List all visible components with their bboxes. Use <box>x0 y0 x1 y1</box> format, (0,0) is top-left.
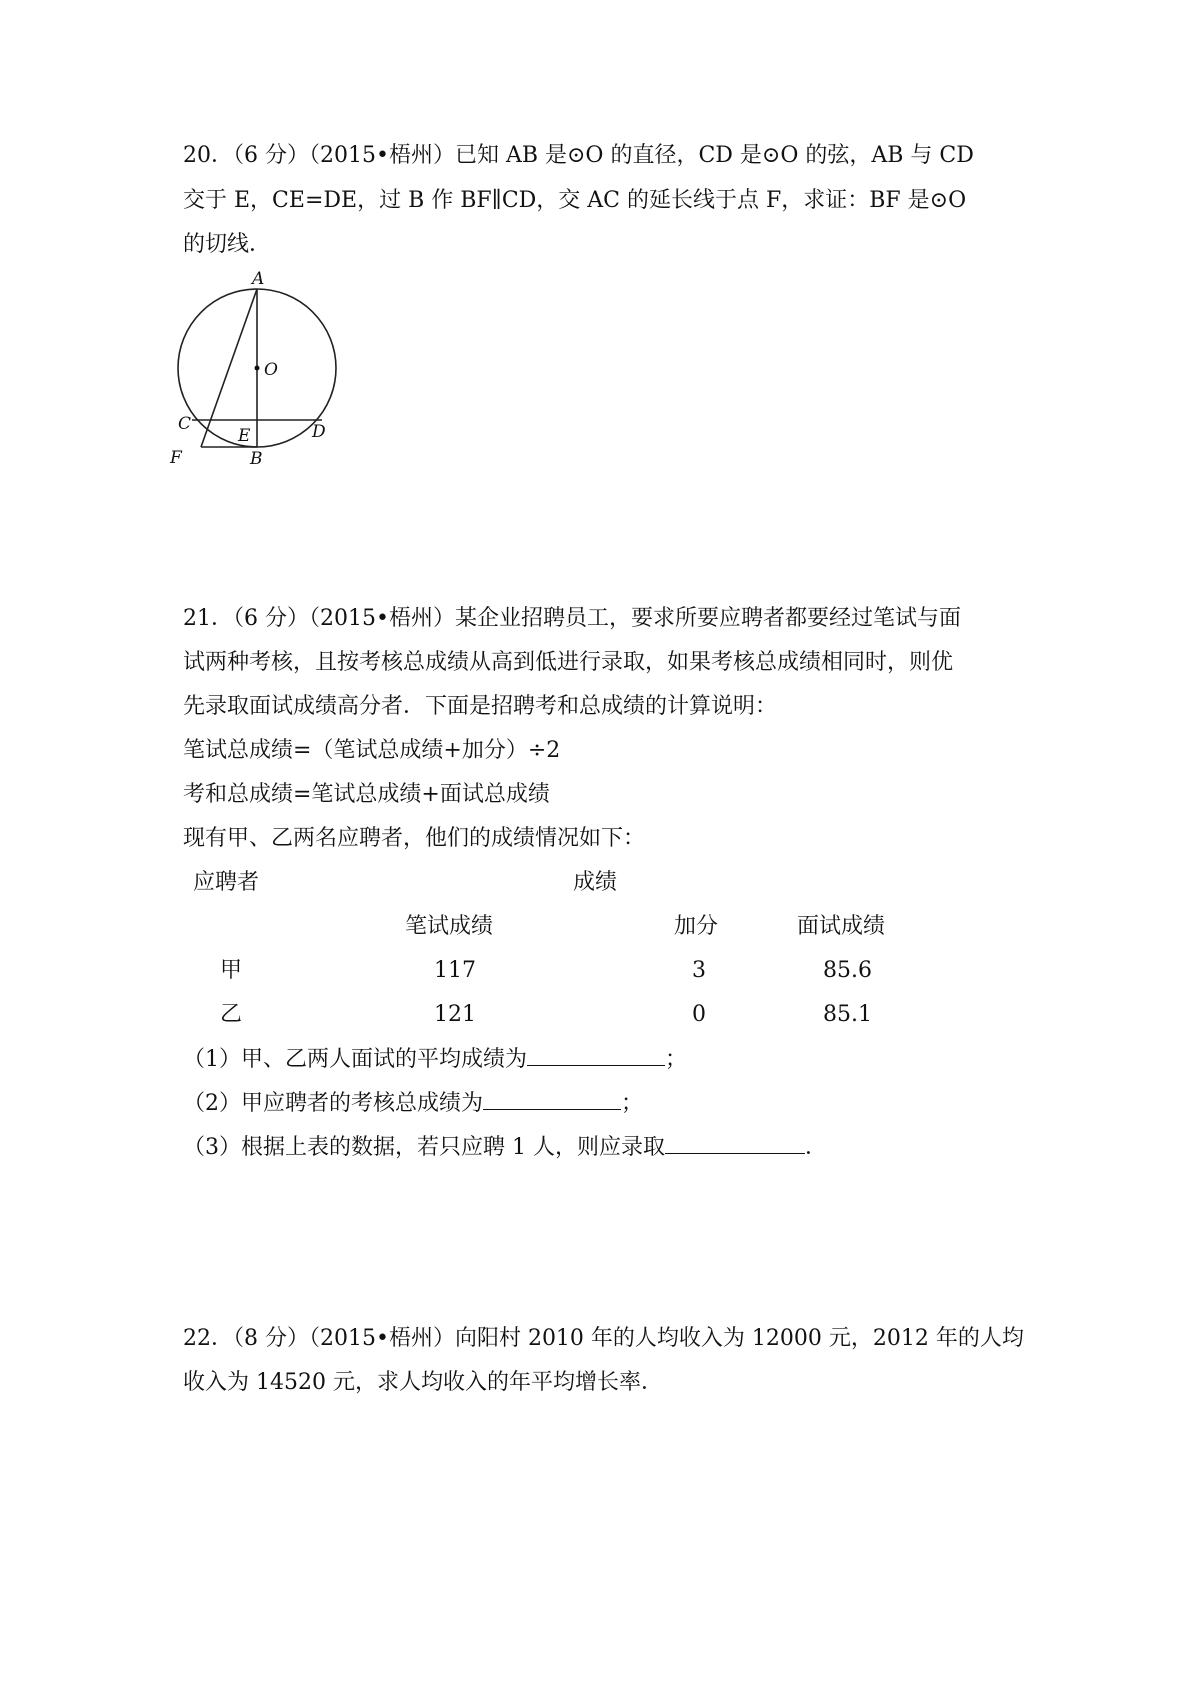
line-af <box>201 289 257 447</box>
label-c: C <box>178 414 192 434</box>
answer-blank-2[interactable] <box>483 1087 621 1110</box>
q20-text-line-1: 20．（6 分）（2015•梧州）已知 AB 是⊙O 的直径，CD 是⊙O 的弦，AB 与 CD <box>183 143 974 168</box>
q20-text-line-3: 的切线． <box>183 232 272 257</box>
row-bonus: 0 <box>692 1002 706 1027</box>
q21-part-2-end: ； <box>621 1091 644 1116</box>
q21-part-1 <box>183 1043 687 1075</box>
answer-blank-3[interactable] <box>665 1131 805 1154</box>
q20-text-line-2: 交于 E，CE=DE，过 B 作 BF∥CD，交 AC 的延长线于点 F，求证：BF 是⊙O <box>183 188 967 213</box>
q21-part-3-text: （3）根据上表的数据，若只应聘 1 人，则应录取 <box>183 1135 665 1160</box>
row-bonus: 3 <box>692 958 706 983</box>
q21-part-2-text: （2）甲应聘者的考核总成绩为 <box>183 1091 483 1116</box>
label-b: B <box>250 449 263 469</box>
row-name: 甲 <box>220 958 243 983</box>
q22-text-line-1: 22．（8 分）（2015•梧州）向阳村 2010 年的人均收入为 12000 元，2012 年的人均 <box>183 1326 1024 1351</box>
q22-text-line-2: 收入为 14520 元，求人均收入的年平均增长率． <box>183 1370 663 1395</box>
row-written: 117 <box>434 958 476 983</box>
q21-formula-written: 笔试总成绩=（笔试总成绩+加分）÷2 <box>183 738 561 763</box>
center-point-o <box>255 366 260 371</box>
table-subheader-written: 笔试成绩 <box>405 914 494 939</box>
answer-blank-1[interactable] <box>527 1043 665 1066</box>
row-written: 121 <box>434 1002 476 1027</box>
q21-part-1-end: ； <box>665 1047 688 1072</box>
label-d: D <box>312 422 326 442</box>
label-a: A <box>252 269 265 289</box>
label-o: O <box>264 360 278 380</box>
row-name: 乙 <box>220 1002 243 1027</box>
label-f: F <box>170 448 182 468</box>
table-subheader-interview: 面试成绩 <box>797 914 886 939</box>
q21-formula-total: 考和总成绩=笔试总成绩+面试总成绩 <box>183 782 550 807</box>
q21-part-3-end: ． <box>804 1135 827 1160</box>
q21-text-line-1: 21．（6 分）（2015•梧州）某企业招聘员工，要求所要应聘者都要经过笔试与面 <box>183 606 961 631</box>
q21-table-intro: 现有甲、乙两名应聘者，他们的成绩情况如下： <box>183 826 646 851</box>
q21-part-2 <box>183 1087 643 1119</box>
q21-part-1-text: （1）甲、乙两人面试的平均成绩为 <box>183 1047 527 1072</box>
table-header-score: 成绩 <box>573 870 618 895</box>
table-header-applicant: 应聘者 <box>193 870 260 895</box>
q21-text-line-3: 先录取面试成绩高分者．下面是招聘考和总成绩的计算说明： <box>183 694 778 719</box>
q21-text-line-2: 试两种考核，且按考核总成绩从高到低进行录取，如果考核总成绩相同时，则优 <box>183 650 954 675</box>
table-subheader-bonus: 加分 <box>674 914 719 939</box>
q21-part-3 <box>183 1131 827 1163</box>
row-interview: 85.6 <box>823 958 872 983</box>
label-e: E <box>238 426 251 446</box>
row-interview: 85.1 <box>823 1002 872 1027</box>
circle-geometry-figure <box>170 269 352 470</box>
